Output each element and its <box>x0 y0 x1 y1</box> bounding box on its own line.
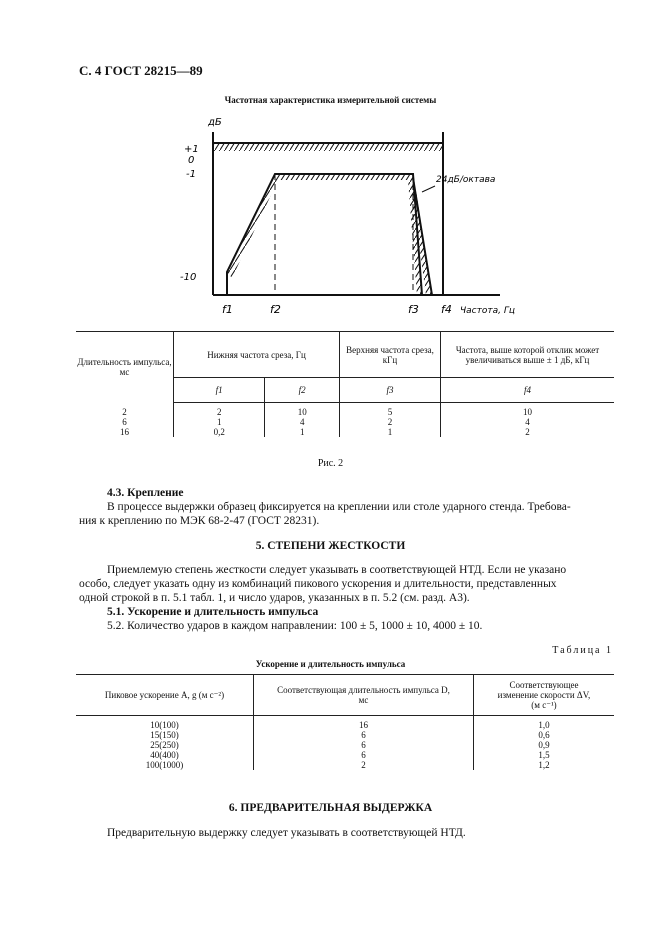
section-5-heading: 5. СТЕПЕНИ ЖЕСТКОСТИ <box>255 540 406 552</box>
section-6-text: Предварительную выдержку следует указывать в соответствующей НТД. <box>107 827 466 839</box>
cell: 6 <box>254 750 474 760</box>
table-row <box>76 730 614 740</box>
cell: 15(150) <box>150 730 179 740</box>
cell: 16 <box>120 427 129 437</box>
x-label-f2: f2 <box>270 303 281 316</box>
lower-limit-hatch <box>227 174 422 295</box>
y-unit-label: дБ <box>208 117 222 128</box>
table-row <box>76 716 614 731</box>
section-4-3-text2: ния к креплению по МЭК 68-2-47 (ГОСТ 28231). <box>79 515 320 527</box>
cell: 5 <box>340 403 441 418</box>
cell: 10(100) <box>150 720 179 730</box>
annotation-arrow <box>422 186 435 192</box>
sub-f3: f3 <box>340 378 441 403</box>
lower-limit-line <box>227 174 422 295</box>
cell: 10 <box>265 403 340 418</box>
section-4-3-text1: В процессе выдержки образец фиксируется на креплении или столе ударного стенда. Требова- <box>107 501 571 513</box>
y-label-minus1: -1 <box>186 169 196 180</box>
table-row <box>76 760 614 770</box>
cell: 2 <box>174 403 265 418</box>
y-label-plus1: +1 <box>184 144 199 155</box>
y-label-0: 0 <box>188 155 195 166</box>
cell: 2 <box>122 406 127 417</box>
section-5-p2: особо, следует указать одну из комбинаций пикового ускорения и длительности, представленных <box>79 578 557 590</box>
cell: 10 <box>441 403 615 418</box>
section-5-1: 5.1. Ускорение и длительность импульса <box>107 606 319 618</box>
cell: 16 <box>254 716 474 731</box>
cell: 2 <box>254 760 474 770</box>
figure-caption: Рис. 2 <box>317 458 344 469</box>
cell: 1 <box>340 427 441 437</box>
cell: 1,5 <box>474 750 615 760</box>
table-row <box>76 750 614 760</box>
cell: 0,2 <box>174 427 265 437</box>
x-label-f3: f3 <box>408 303 419 316</box>
table1-col1: Пиковое ускорение A, g (м с⁻²) <box>104 689 225 700</box>
figure-table <box>76 331 614 437</box>
table-row <box>76 417 614 427</box>
table1-col2: Соответствующая длительность импульса D, мс <box>254 675 474 716</box>
cell: 40(400) <box>150 750 179 760</box>
cell: 1 <box>265 427 340 437</box>
x-label-f4: f4 <box>441 303 452 316</box>
slope-label: 24дБ/октава <box>436 175 496 185</box>
table1-label: Таблица 1 <box>552 645 613 656</box>
cell: 4 <box>441 417 615 427</box>
cell: 0,9 <box>474 740 615 750</box>
cell: 6 <box>254 730 474 740</box>
table-row <box>76 740 614 750</box>
table-row <box>76 403 614 418</box>
section-6-heading: 6. ПРЕДВАРИТЕЛЬНАЯ ВЫДЕРЖКА <box>228 802 433 814</box>
col-f4-header: Частота, выше которой отклик может увеличиваться выше ± 1 дБ, кГц <box>441 332 615 378</box>
frequency-response-figure <box>170 110 550 325</box>
cell: 2 <box>340 417 441 427</box>
y-label-minus10: -10 <box>180 272 197 283</box>
cell: 2 <box>441 427 615 437</box>
table-row <box>76 427 614 437</box>
cell: 4 <box>265 417 340 427</box>
cell: 1,2 <box>474 760 615 770</box>
col-lower-header: Нижняя частота среза, Гц <box>174 332 340 378</box>
sub-f1: f1 <box>174 378 265 403</box>
col-upper-header: Верхняя частота среза, кГц <box>340 332 441 378</box>
x-axis-label: Частота, Гц <box>460 306 516 316</box>
upper-limit-hatch <box>213 143 443 151</box>
section-5-p1: Приемлемую степень жесткости следует указывать в соответствующей НТД. Если не указано <box>107 564 567 576</box>
table1-col3: Соответствующее изменение скорости ΔV, (м с⁻¹) <box>474 675 615 716</box>
section-4-3-heading: 4.3. Крепление <box>107 487 184 499</box>
cell: 6 <box>122 417 127 427</box>
section-5-p3: одной строкой в п. 5.1 табл. 1, и число ударов, указанных в п. 5.2 (см. разд. А3). <box>79 592 470 604</box>
cell: 6 <box>254 740 474 750</box>
cell: 0,6 <box>474 730 615 740</box>
cell: 25(250) <box>150 740 179 750</box>
col-duration-header: Длительность импульса, мс <box>76 332 174 403</box>
section-5-2: 5.2. Количество ударов в каждом направлении: 100 ± 5, 1000 ± 10, 4000 ± 10. <box>107 620 483 632</box>
sub-f2: f2 <box>265 378 340 403</box>
page-header: С. 4 ГОСТ 28215—89 <box>79 63 203 78</box>
sub-f4: f4 <box>441 378 615 403</box>
table1 <box>76 674 614 770</box>
x-label-f1: f1 <box>222 303 233 316</box>
figure-title: Частотная характеристика измерительной системы <box>224 95 437 105</box>
table1-title: Ускорение и длительность импульса <box>255 659 406 669</box>
cell: 1,0 <box>474 716 615 731</box>
cell: 1 <box>174 417 265 427</box>
cell: 100(1000) <box>145 760 184 770</box>
